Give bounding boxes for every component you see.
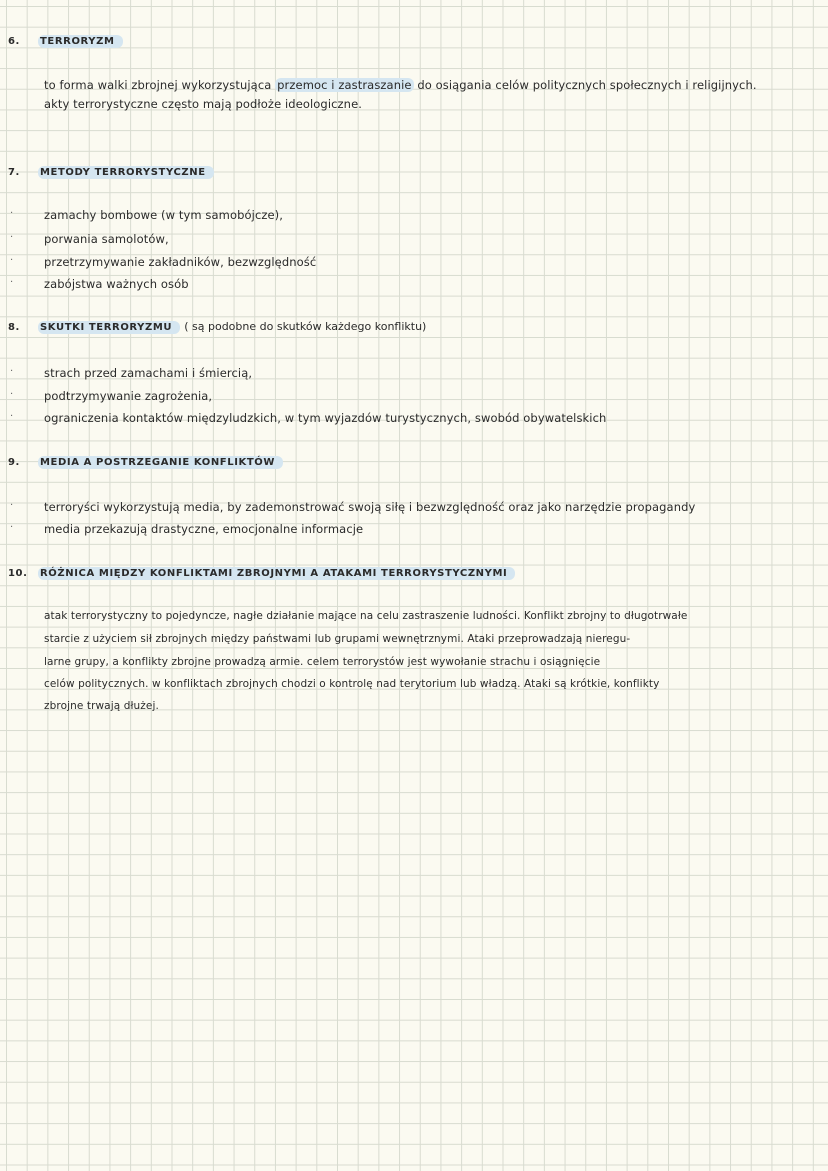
heading-6: 6. TERRORYZM — [8, 36, 123, 47]
paragraph-line: to forma walki zbrojnej wykorzystująca przemoc i zastraszanie do osiągania celów politycznych społecznych i religijnych. — [44, 78, 757, 92]
list-item: media przekazują drastyczne, emocjonalne informacje — [44, 522, 364, 536]
list-item: terroryści wykorzystują media, by zademonstrować swoją siłę i bezwzględność oraz jako narzędzie propagandy — [44, 500, 696, 514]
bullet-icon: · — [10, 277, 14, 288]
list-item: zamachy bombowe (w tym samobójcze), — [44, 208, 284, 222]
bullet-icon: · — [10, 389, 14, 400]
paragraph-line: larne grupy, a konflikty zbrojne prowadzą armie. celem terrorystów jest wywołanie strachu i osiągnięcie — [44, 656, 601, 668]
paragraph-line: akty terrorystyczne często mają podłoże ideologiczne. — [44, 97, 363, 111]
heading-10: 10. RÓŻNICA MIĘDZY KONFLIKTAMI ZBROJNYMI A ATAKAMI TERRORYSTYCZNYMI — [8, 568, 515, 579]
bullet-icon: · — [10, 232, 14, 243]
heading-8: 8. SKUTKI TERRORYZMU ( są podobne do skutków każdego konfliktu) — [8, 320, 427, 333]
list-item: przetrzymywanie zakładników, bezwzględność — [44, 255, 317, 269]
bullet-icon: · — [10, 366, 14, 377]
list-item: zabójstwa ważnych osób — [44, 277, 189, 291]
heading-7: 7. METODY TERRORYSTYCZNE — [8, 167, 214, 178]
bullet-icon: · — [10, 411, 14, 422]
bullet-icon: · — [10, 500, 14, 511]
paragraph-line: atak terrorystyczny to pojedyncze, nagłe działanie mające na celu zastraszenie ludności. Konflikt zbrojny to długotrwałe — [44, 610, 688, 622]
bullet-icon: · — [10, 208, 14, 219]
bullet-icon: · — [10, 522, 14, 533]
list-item: podtrzymywanie zagrożenia, — [44, 389, 213, 403]
list-item: ograniczenia kontaktów międzyludzkich, w tym wyjazdów turystycznych, swobód obywatelskich — [44, 411, 607, 425]
paragraph-line: zbrojne trwają dłużej. — [44, 700, 159, 712]
bullet-icon: · — [10, 255, 14, 266]
list-item: strach przed zamachami i śmiercią, — [44, 366, 253, 380]
paragraph-line: starcie z użyciem sił zbrojnych między państwami lub grupami wewnętrznymi. Ataki przeprowadzają nieregu- — [44, 633, 631, 645]
list-item: porwania samolotów, — [44, 232, 169, 246]
heading-9: 9. MEDIA A POSTRZEGANIE KONFLIKTÓW — [8, 457, 283, 468]
paragraph-line: celów politycznych. w konfliktach zbrojnych chodzi o kontrolę nad terytorium lub władzą. Ataki są krótkie, konflikty — [44, 678, 660, 690]
